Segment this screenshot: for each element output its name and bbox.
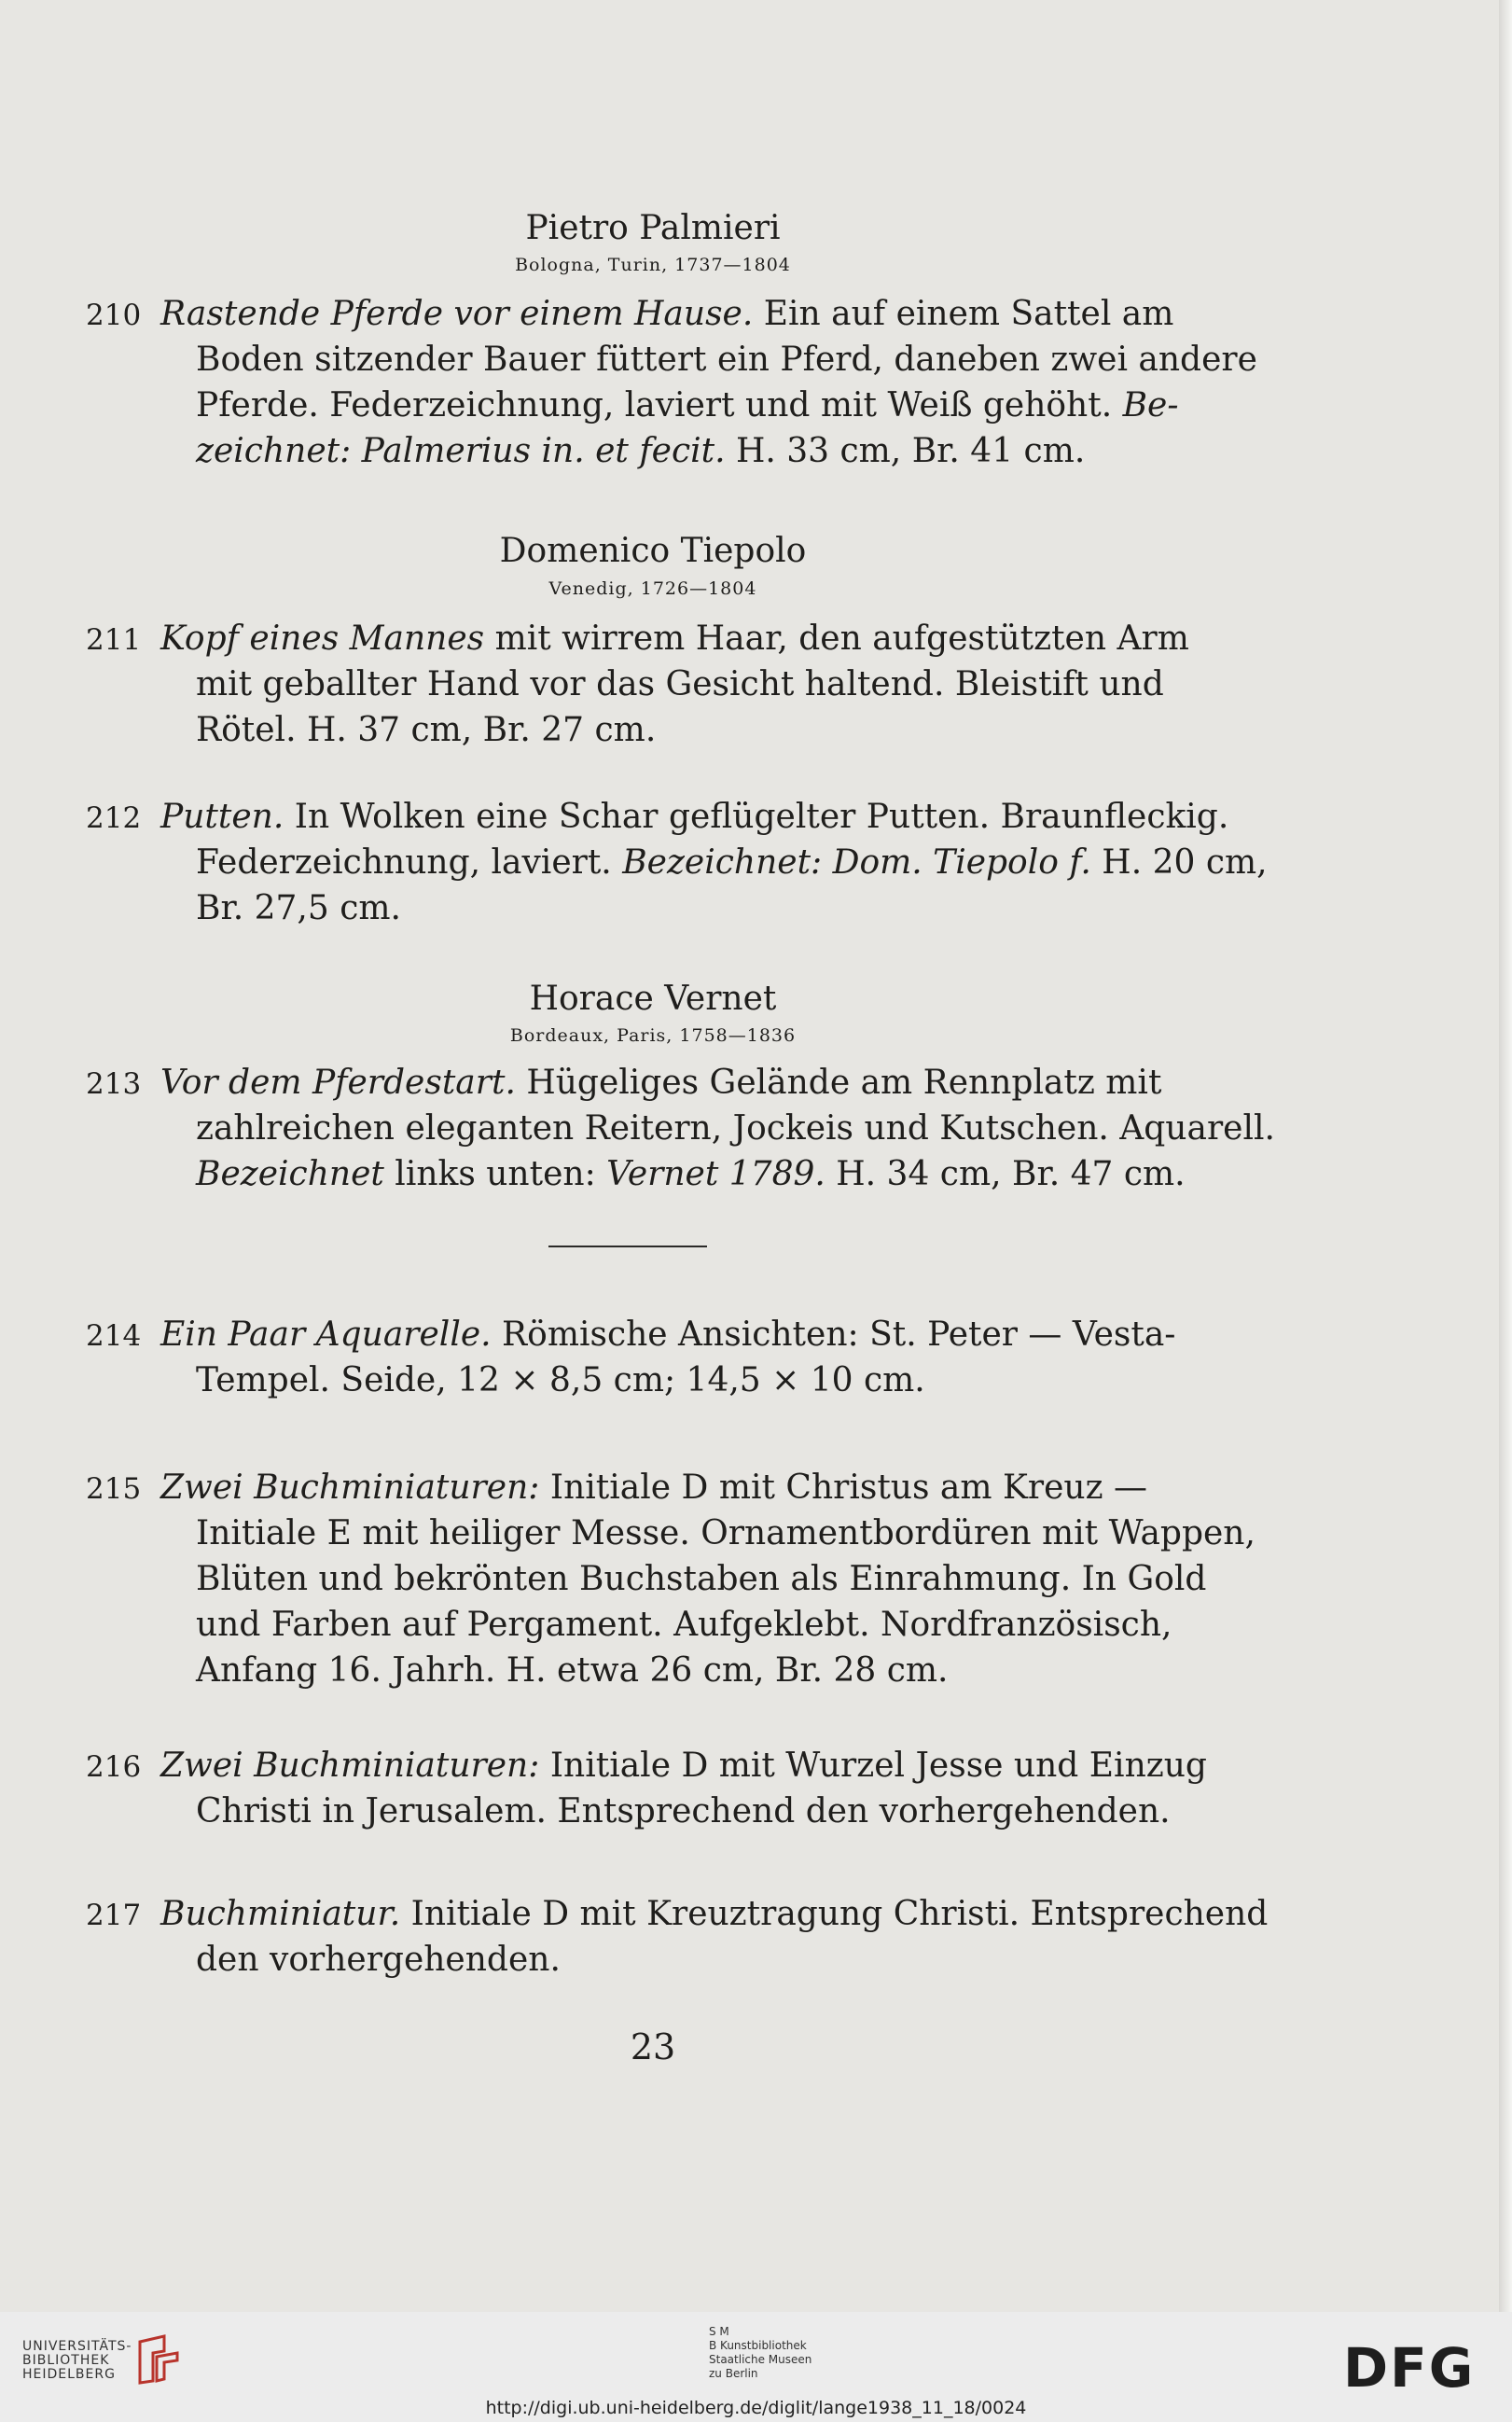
entry-text: mit wirrem Haar, den aufgestützten Arm	[484, 619, 1189, 658]
entry-number: 217	[86, 1899, 142, 1932]
entry-title: Ein Paar Aquarelle.	[160, 1315, 492, 1354]
entry-text: H. 33 cm, Br. 41 cm.	[725, 432, 1086, 470]
entry-number: 212	[86, 801, 142, 835]
logo-text: HEIDELBERG	[22, 2367, 116, 2382]
entry-title: Putten.	[160, 798, 284, 836]
entry-inscription: Bezeichnet: Dom. Tiepolo f.	[622, 843, 1091, 882]
entry-text: Pferde. Federzeichnung, laviert und mit Weiß gehöht.	[196, 386, 1123, 425]
section-divider	[548, 1246, 707, 1247]
logo-text: B Kunstbibliothek	[709, 2339, 807, 2352]
artist-dates: Venedig, 1726—1804	[548, 578, 757, 599]
entry-inscription: Vernet 1789.	[606, 1155, 825, 1193]
entry-inscription: Be-	[1122, 386, 1179, 425]
entry-number: 211	[86, 623, 142, 657]
page-number: 23	[630, 2026, 676, 2067]
entry-line: mit geballter Hand vor das Gesicht haltend. Bleistift und	[196, 665, 1164, 703]
entry-inscription: Bezeichnet	[196, 1155, 384, 1193]
dfg-logo[interactable]: DFG	[1343, 2336, 1476, 2400]
entry-line: den vorhergehenden.	[196, 1941, 561, 1979]
entry-line: Initiale E mit heiliger Messe. Ornamentbordüren mit Wappen,	[196, 1514, 1255, 1552]
logo-text: zu Berlin	[709, 2367, 758, 2380]
entry-line	[160, 619, 1189, 658]
entry-line	[196, 432, 1147, 470]
heidelberg-library-logo[interactable]	[22, 2340, 132, 2382]
entry-title: Zwei Buchminiaturen:	[160, 1747, 540, 1785]
entry-number: 216	[86, 1750, 142, 1784]
entry-text: Hügeliges Gelände am Rennplatz mit	[515, 1064, 1162, 1102]
entry-line: zahlreichen eleganten Reitern, Jockeis und Kutschen. Aquarell.	[196, 1109, 1275, 1148]
entry-line: Rötel. H. 37 cm, Br. 27 cm.	[196, 711, 657, 749]
permalink-url[interactable]: http://digi.ub.uni-heidelberg.de/diglit/lange1938_11_18/0024	[485, 2398, 1027, 2418]
entry-title: Zwei Buchminiaturen:	[160, 1469, 540, 1507]
entry-line	[160, 798, 1229, 836]
entry-line: Blüten und bekrönten Buchstaben als Einrahmung. In Gold	[196, 1560, 1207, 1598]
entry-line: Br. 27,5 cm.	[196, 889, 401, 927]
entry-line	[160, 1895, 1269, 1933]
entry-line: Boden sitzender Bauer füttert ein Pferd, daneben zwei andere	[196, 341, 1257, 379]
entry-line	[196, 843, 1268, 882]
heidelberg-emblem-icon	[136, 2332, 183, 2388]
entry-text: In Wolken eine Schar geflügelter Putten. Braunfleckig.	[284, 798, 1229, 836]
artist-dates: Bologna, Turin, 1737—1804	[515, 255, 791, 275]
entry-number: 213	[86, 1067, 142, 1101]
entry-text: Initiale D mit Kreuztragung Christi. Entsprechend	[400, 1895, 1269, 1933]
page-edge	[1499, 0, 1512, 2312]
entry-text: Römische Ansichten: St. Peter — Vesta-	[491, 1315, 1176, 1354]
artist-heading: Horace Vernet	[529, 980, 777, 1018]
smb-kunstbibliothek-logo[interactable]	[709, 2325, 811, 2381]
entry-line: Tempel. Seide, 12 × 8,5 cm; 14,5 × 10 cm.	[196, 1361, 925, 1399]
entry-line	[160, 1747, 1207, 1785]
entry-text: Initiale D mit Wurzel Jesse und Einzug	[539, 1747, 1207, 1785]
entry-line: Christi in Jerusalem. Entsprechend den vorhergehenden.	[196, 1792, 1171, 1830]
entry-title: Vor dem Pferdestart.	[160, 1064, 516, 1102]
entry-number: 210	[86, 299, 142, 332]
entry-text: Ein auf einem Sattel am	[753, 295, 1174, 333]
logo-text: UNIVERSITÄTS-	[22, 2339, 132, 2354]
artist-heading: Pietro Palmieri	[525, 209, 781, 247]
entry-text: Initiale D mit Christus am Kreuz —	[539, 1469, 1147, 1507]
entry-line	[160, 1064, 1162, 1102]
viewer-footer	[0, 2312, 1512, 2422]
entry-line	[196, 386, 1179, 425]
entry-text: links unten:	[383, 1155, 607, 1193]
entry-line: Anfang 16. Jahrh. H. etwa 26 cm, Br. 28 cm.	[196, 1651, 949, 1690]
entry-number: 214	[86, 1319, 142, 1353]
entry-inscription: zeichnet: Palmerius in. et fecit.	[196, 432, 726, 470]
entry-title: Rastende Pferde vor einem Hause.	[160, 295, 754, 333]
artist-heading: Domenico Tiepolo	[499, 532, 807, 570]
entry-line: und Farben auf Pergament. Aufgeklebt. Nordfranzösisch,	[196, 1606, 1172, 1644]
entry-title: Kopf eines Mannes	[160, 619, 485, 658]
logo-text: Staatliche Museen	[709, 2353, 812, 2366]
entry-line	[160, 295, 1174, 333]
artist-dates: Bordeaux, Paris, 1758—1836	[509, 1025, 797, 1046]
logo-text: S M	[709, 2325, 729, 2338]
entry-text: H. 34 cm, Br. 47 cm.	[825, 1155, 1186, 1193]
entry-text: Federzeichnung, laviert.	[196, 843, 623, 882]
logo-text: BIBLIOTHEK	[22, 2353, 110, 2368]
entry-line	[160, 1315, 1176, 1354]
entry-number: 215	[86, 1472, 142, 1506]
entry-title: Buchminiatur.	[160, 1895, 401, 1933]
entry-text: H. 20 cm,	[1090, 843, 1268, 882]
entry-line	[196, 1155, 1186, 1193]
entry-line	[160, 1469, 1147, 1507]
